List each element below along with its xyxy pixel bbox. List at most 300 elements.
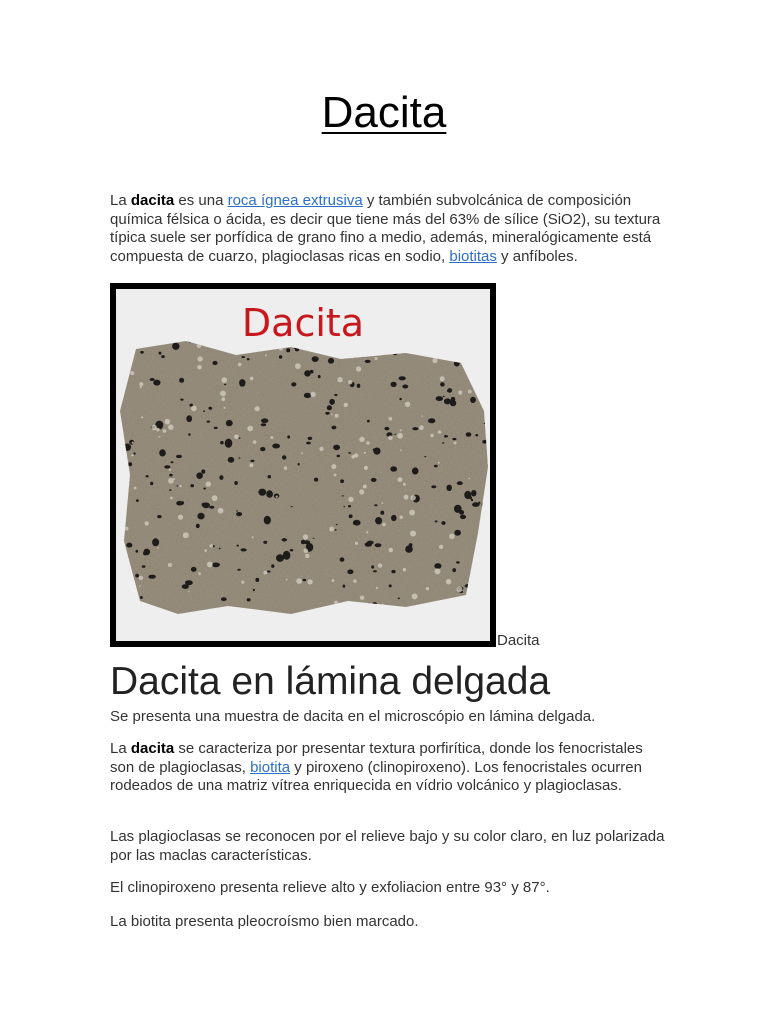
rock-crystal bbox=[286, 348, 290, 352]
rock-crystal bbox=[221, 597, 227, 601]
rock-light-grain bbox=[140, 386, 142, 388]
rock-crystal bbox=[389, 584, 392, 587]
rock-crystal bbox=[328, 358, 334, 364]
rock-crystal bbox=[301, 540, 306, 545]
rock-light-grain bbox=[344, 403, 348, 407]
rock-crystal bbox=[443, 396, 445, 397]
rock-crystal bbox=[272, 444, 280, 449]
rock-crystal bbox=[282, 455, 286, 459]
rock-light-grain bbox=[134, 487, 137, 490]
rock-crystal bbox=[304, 393, 311, 398]
rock-crystal bbox=[250, 460, 254, 462]
rock-crystal bbox=[348, 452, 351, 454]
rock-light-grain bbox=[400, 450, 402, 452]
rock-light-grain bbox=[145, 521, 149, 525]
rock-light-grain bbox=[130, 617, 134, 621]
rock-light-grain bbox=[421, 415, 423, 417]
rock-crystal bbox=[415, 608, 419, 611]
rock-light-grain bbox=[331, 464, 336, 469]
rock-crystal bbox=[431, 485, 436, 488]
rock-crystal bbox=[190, 484, 194, 487]
rock-crystal bbox=[480, 608, 488, 612]
rock-crystal bbox=[226, 608, 233, 616]
rock-crystal bbox=[334, 394, 337, 396]
rock-crystal bbox=[224, 384, 226, 386]
rock-crystal bbox=[117, 351, 124, 357]
rock-crystal bbox=[123, 444, 131, 451]
rock-crystal bbox=[236, 512, 242, 516]
rock-crystal bbox=[120, 462, 126, 467]
rock-light-grain bbox=[131, 454, 133, 456]
rock-crystal bbox=[456, 561, 460, 563]
rock-light-grain bbox=[389, 417, 393, 421]
rock-light-grain bbox=[198, 356, 203, 361]
rock-crystal bbox=[225, 439, 233, 448]
rock-crystal bbox=[412, 427, 418, 430]
rock-light-grain bbox=[398, 477, 403, 482]
rock-light-grain bbox=[438, 462, 440, 464]
rock-light-grain bbox=[139, 576, 144, 581]
rock-light-grain bbox=[467, 606, 472, 611]
p2-bold-dacita: dacita bbox=[130, 740, 175, 757]
rock-crystal bbox=[308, 437, 313, 440]
rock-crystal bbox=[239, 379, 245, 387]
rock-crystal bbox=[380, 511, 384, 515]
rock-crystal bbox=[335, 529, 337, 531]
rock-crystal bbox=[306, 442, 311, 445]
rock-crystal bbox=[239, 437, 241, 438]
rock-crystal bbox=[148, 575, 156, 579]
rock-crystal bbox=[236, 510, 238, 511]
rock-light-grain bbox=[354, 453, 358, 457]
rock-crystal bbox=[291, 506, 293, 507]
rock-crystal bbox=[343, 506, 345, 507]
rock-light-grain bbox=[224, 407, 226, 409]
rock-crystal bbox=[212, 361, 217, 365]
rock-light-grain bbox=[310, 392, 315, 397]
rock-light-grain bbox=[116, 409, 118, 411]
rock-crystal bbox=[355, 357, 357, 358]
rock-crystal bbox=[475, 434, 478, 436]
rock-crystal bbox=[203, 488, 206, 490]
rock-light-grain bbox=[438, 430, 441, 433]
section-heading: Dacita en lámina delgada bbox=[110, 660, 551, 703]
rock-crystal bbox=[220, 441, 224, 444]
rock-crystal bbox=[365, 542, 372, 547]
rock-crystal bbox=[140, 596, 143, 599]
rock-light-grain bbox=[247, 426, 253, 432]
rock-light-grain bbox=[206, 481, 211, 486]
rock-crystal bbox=[263, 541, 267, 544]
rock-crystal bbox=[219, 475, 223, 480]
rock-crystal bbox=[448, 355, 451, 358]
rock-crystal bbox=[214, 427, 218, 429]
rock-light-grain bbox=[124, 600, 126, 602]
section-paragraph-1: Se presenta una muestra de dacita en el microscópio en lámina delgada. bbox=[110, 708, 596, 725]
rock-light-grain bbox=[458, 391, 462, 395]
rock-light-grain bbox=[263, 571, 267, 575]
rock-light-grain bbox=[279, 346, 283, 350]
rock-crystal bbox=[303, 579, 307, 582]
section-paragraph-3: Las plagioclasas se reconocen por el relieve bajo y su color claro, en luz polarizada por las maclas características. bbox=[110, 828, 665, 864]
rock-crystal bbox=[247, 358, 250, 360]
rock-crystal bbox=[365, 360, 371, 363]
rock-crystal bbox=[434, 351, 438, 354]
rock-crystal bbox=[314, 478, 318, 482]
rock-crystal bbox=[373, 570, 377, 572]
rock-light-grain bbox=[331, 414, 333, 416]
rock-crystal bbox=[367, 420, 370, 423]
rock-crystal bbox=[375, 517, 382, 524]
rock-crystal bbox=[336, 524, 338, 525]
rock-light-grain bbox=[234, 435, 239, 440]
rock-crystal bbox=[176, 501, 183, 506]
rock-light-grain bbox=[440, 376, 445, 381]
rock-light-grain bbox=[295, 363, 301, 369]
rock-crystal bbox=[312, 356, 319, 362]
rock-crystal bbox=[346, 615, 348, 617]
rock-light-grain bbox=[169, 469, 171, 471]
rock-crystal bbox=[349, 514, 353, 518]
rock-crystal bbox=[245, 621, 250, 624]
rock-crystal bbox=[159, 449, 166, 456]
rock-light-grain bbox=[241, 581, 244, 584]
link-biotitas[interactable]: biotitas bbox=[449, 247, 497, 265]
rock-crystal bbox=[298, 463, 300, 466]
rock-crystal bbox=[136, 550, 139, 553]
rock-crystal bbox=[213, 545, 215, 547]
rock-crystal bbox=[150, 378, 155, 381]
rock-light-grain bbox=[307, 579, 312, 584]
rock-crystal bbox=[304, 370, 311, 376]
intro-text-2: es una bbox=[174, 192, 228, 209]
rock-light-grain bbox=[304, 548, 309, 553]
rock-crystal bbox=[226, 420, 233, 426]
rock-light-grain bbox=[270, 436, 273, 439]
rock-crystal bbox=[357, 384, 361, 388]
rock-crystal bbox=[219, 548, 221, 550]
image-caption: Dacita bbox=[497, 632, 540, 649]
rock-crystal bbox=[150, 482, 153, 486]
rock-light-grain bbox=[360, 596, 364, 600]
rock-light-grain bbox=[426, 587, 429, 590]
p2-text-1: La bbox=[110, 740, 131, 757]
rock-crystal bbox=[452, 568, 456, 572]
rock-light-grain bbox=[210, 544, 213, 547]
rock-crystal bbox=[434, 465, 438, 468]
rock-light-grain bbox=[139, 585, 141, 587]
rock-crystal bbox=[171, 461, 174, 463]
rock-light-grain bbox=[163, 429, 167, 433]
rock-light-grain bbox=[423, 614, 426, 617]
rock-light-grain bbox=[348, 497, 353, 502]
rock-light-grain bbox=[168, 563, 172, 567]
rock-light-grain bbox=[335, 414, 339, 418]
rock-crystal bbox=[482, 396, 487, 400]
intro-bold-dacita: dacita bbox=[130, 192, 175, 209]
rock-light-grain bbox=[457, 586, 463, 592]
rock-light-grain bbox=[124, 579, 127, 582]
rock-crystal bbox=[409, 543, 413, 547]
rock-light-grain bbox=[381, 604, 386, 609]
rock-crystal bbox=[212, 563, 220, 568]
rock-crystal bbox=[342, 495, 344, 496]
rock-crystal bbox=[340, 479, 344, 483]
rock-light-grain bbox=[359, 489, 364, 494]
rock-crystal bbox=[454, 361, 460, 367]
rock-crystal bbox=[384, 427, 389, 431]
rock-crystal bbox=[196, 524, 200, 528]
rock-crystal bbox=[142, 565, 146, 568]
rock-crystal bbox=[237, 569, 240, 571]
rock-crystal bbox=[484, 423, 486, 424]
rock-crystal bbox=[255, 578, 259, 582]
rock-crystal bbox=[333, 445, 340, 451]
rock-light-grain bbox=[364, 452, 366, 454]
rock-crystal bbox=[202, 503, 206, 507]
rock-light-grain bbox=[378, 563, 382, 567]
rock-light-grain bbox=[366, 441, 370, 445]
rock-crystal bbox=[372, 602, 377, 606]
rock-light-grain bbox=[277, 613, 281, 617]
rock-crystal bbox=[325, 412, 329, 415]
rock-crystal bbox=[247, 598, 251, 601]
rock-crystal bbox=[443, 615, 447, 618]
rock-crystal bbox=[374, 504, 377, 506]
p2-text-2: se caracteriza por presentar textura porfirítica, donde los fenocristales son de plagioclasas, bbox=[110, 740, 643, 776]
rock-crystal bbox=[329, 399, 335, 405]
rock-crystal bbox=[201, 470, 205, 474]
rock-light-grain bbox=[419, 425, 424, 430]
rock-light-grain bbox=[168, 478, 174, 484]
rock-crystal bbox=[399, 376, 406, 380]
rock-crystal bbox=[348, 505, 351, 507]
rock-light-grain bbox=[130, 582, 135, 587]
rock-crystal bbox=[428, 418, 435, 423]
rock-light-grain bbox=[453, 441, 456, 444]
rock-crystal bbox=[191, 567, 197, 572]
rock-crystal bbox=[436, 396, 443, 401]
rock-light-grain bbox=[366, 531, 368, 533]
rock-crystal bbox=[241, 356, 245, 358]
rock-light-grain bbox=[334, 474, 337, 477]
rock-light-grain bbox=[356, 366, 361, 371]
rock-light-grain bbox=[238, 363, 242, 367]
rock-crystal bbox=[394, 434, 396, 435]
rock-crystal bbox=[164, 465, 170, 468]
rock-light-grain bbox=[252, 536, 254, 538]
rock-crystal bbox=[318, 375, 321, 378]
page-title: Dacita bbox=[321, 88, 447, 137]
rock-crystal bbox=[157, 515, 161, 518]
rock-crystal bbox=[482, 440, 486, 444]
rock-light-grain bbox=[410, 531, 416, 537]
rock-crystal bbox=[294, 347, 297, 349]
rock-light-grain bbox=[159, 436, 161, 438]
rock-light-grain bbox=[449, 534, 455, 540]
rock-light-grain bbox=[389, 548, 394, 553]
rock-crystal bbox=[435, 520, 438, 522]
p2-text-3: y piroxeno (clinopiroxeno). Los fenocristales ocurren rodeados de una matriz vítrea enriquecida en vídrio volcánico y plagioclasas. bbox=[110, 758, 642, 794]
rock-light-grain bbox=[183, 532, 189, 538]
rock-light-grain bbox=[478, 378, 480, 380]
rock-light-grain bbox=[363, 485, 367, 489]
rock-crystal bbox=[136, 499, 139, 502]
rock-crystal bbox=[391, 382, 397, 387]
rock-crystal bbox=[241, 548, 247, 551]
rock-light-grain bbox=[168, 424, 174, 430]
rock-crystal bbox=[371, 478, 377, 482]
rock-crystal bbox=[180, 399, 183, 401]
rock-crystal bbox=[237, 545, 239, 547]
rock-crystal bbox=[133, 612, 139, 619]
rock-light-grain bbox=[117, 376, 122, 381]
rock-crystal bbox=[398, 618, 402, 621]
rock-crystal bbox=[228, 457, 235, 463]
rock-crystal bbox=[161, 355, 165, 358]
rock-crystal bbox=[197, 513, 204, 520]
rock-light-grain bbox=[250, 377, 254, 381]
rock-light-grain bbox=[405, 402, 410, 407]
rock-light-grain bbox=[364, 466, 368, 470]
rock-light-grain bbox=[151, 425, 157, 431]
rock-crystal bbox=[177, 485, 179, 486]
rock-light-grain bbox=[132, 442, 134, 444]
rock-light-grain bbox=[165, 419, 171, 425]
rock-light-grain bbox=[400, 516, 403, 519]
rock-light-grain bbox=[139, 382, 143, 386]
section-paragraph-2 bbox=[110, 740, 670, 796]
rock-crystal bbox=[186, 415, 192, 422]
rock-crystal bbox=[466, 432, 472, 437]
rock-light-grain bbox=[353, 579, 356, 582]
rock-crystal bbox=[442, 442, 444, 444]
rock-crystal bbox=[134, 452, 136, 454]
rock-light-grain bbox=[320, 346, 326, 352]
rock-light-grain bbox=[218, 508, 224, 514]
rock-crystal bbox=[391, 515, 397, 521]
rock-crystal bbox=[459, 604, 461, 606]
rock-light-grain bbox=[468, 390, 472, 394]
rock-light-grain bbox=[403, 568, 406, 571]
rock-light-grain bbox=[198, 572, 201, 575]
rock-crystal bbox=[207, 421, 210, 423]
rock-crystal bbox=[234, 481, 238, 485]
rock-crystal bbox=[128, 462, 132, 466]
rock-crystal bbox=[176, 455, 182, 458]
rock-crystal bbox=[391, 570, 395, 573]
rock-light-grain bbox=[382, 502, 384, 504]
rock-crystal bbox=[279, 355, 282, 358]
rock-light-grain bbox=[249, 463, 253, 467]
rock-light-grain bbox=[359, 437, 364, 442]
rock-crystal bbox=[452, 438, 456, 440]
rock-light-grain bbox=[376, 587, 378, 589]
rock-crystal bbox=[322, 347, 326, 349]
rock-light-grain bbox=[439, 545, 443, 549]
rock-light-grain bbox=[157, 547, 159, 549]
rock-light-grain bbox=[156, 428, 160, 432]
rock-light-grain bbox=[170, 497, 173, 500]
rock-crystal bbox=[470, 397, 476, 403]
rock-crystal bbox=[169, 474, 172, 477]
rock-crystal bbox=[365, 610, 367, 612]
rock-light-grain bbox=[220, 609, 225, 614]
rock-light-grain bbox=[197, 365, 202, 370]
rock-light-grain bbox=[348, 380, 352, 384]
intro-text-1: La bbox=[110, 192, 131, 209]
rock-crystal bbox=[371, 565, 374, 568]
link-roca-ignea-extrusiva[interactable]: roca ígnea extrusiva bbox=[227, 192, 363, 209]
rock-light-grain bbox=[286, 579, 288, 581]
rock-crystal bbox=[395, 622, 399, 625]
rock-crystal bbox=[169, 489, 171, 491]
rock-crystal bbox=[412, 467, 419, 474]
rock-light-grain bbox=[465, 599, 470, 604]
rock-crystal bbox=[471, 490, 476, 496]
rock-light-grain bbox=[303, 534, 308, 539]
rock-light-grain bbox=[464, 610, 466, 612]
rock-crystal bbox=[448, 388, 453, 393]
rock-light-grain bbox=[375, 357, 378, 360]
rock-crystal bbox=[258, 489, 266, 496]
rock-light-grain bbox=[319, 447, 323, 451]
rock-crystal bbox=[276, 554, 284, 562]
rock-crystal bbox=[451, 397, 456, 402]
rock-crystal bbox=[487, 602, 489, 604]
rock-light-grain bbox=[173, 478, 175, 480]
rock-crystal bbox=[261, 423, 267, 426]
section-paragraph-5: La biotita presenta pleocroísmo bien marcado. bbox=[110, 913, 419, 930]
rock-crystal bbox=[196, 472, 203, 479]
rock-light-grain bbox=[276, 496, 278, 498]
rock-crystal bbox=[471, 375, 476, 380]
rock-crystal bbox=[368, 603, 370, 605]
rock-light-grain bbox=[179, 485, 181, 487]
rock-light-grain bbox=[191, 406, 197, 412]
rock-crystal bbox=[116, 367, 119, 371]
rock-crystal bbox=[446, 485, 452, 491]
rock-light-grain bbox=[204, 549, 207, 552]
rock-crystal bbox=[238, 457, 240, 458]
rock-crystal bbox=[208, 407, 212, 410]
rock-light-grain bbox=[332, 579, 335, 582]
rock-light-grain bbox=[222, 377, 228, 383]
rock-crystal bbox=[465, 584, 471, 588]
rock-light-grain bbox=[446, 579, 452, 585]
rock-light-grain bbox=[388, 435, 393, 440]
section-paragraph-4: El clinopiroxeno presenta relieve alto y exfoliacion entre 93° y 87°. bbox=[110, 879, 550, 896]
rock-crystal bbox=[373, 448, 378, 451]
rock-crystal bbox=[347, 569, 353, 574]
rock-light-grain bbox=[484, 574, 490, 580]
rock-crystal bbox=[295, 347, 299, 352]
rock-light-grain bbox=[382, 523, 386, 527]
rock-light-grain bbox=[212, 495, 218, 501]
rock-crystal bbox=[460, 515, 466, 519]
rock-light-grain bbox=[121, 590, 126, 595]
rock-crystal bbox=[457, 481, 463, 485]
rock-crystal bbox=[203, 410, 205, 412]
rock-light-grain bbox=[485, 576, 488, 579]
link-biotita[interactable]: biotita bbox=[250, 758, 291, 776]
rock-crystal bbox=[261, 418, 268, 423]
rock-light-grain bbox=[432, 358, 437, 363]
rock-light-grain bbox=[476, 592, 482, 598]
rock-light-grain bbox=[220, 391, 226, 397]
rock-crystal bbox=[185, 580, 193, 585]
rock-crystal bbox=[271, 564, 274, 568]
